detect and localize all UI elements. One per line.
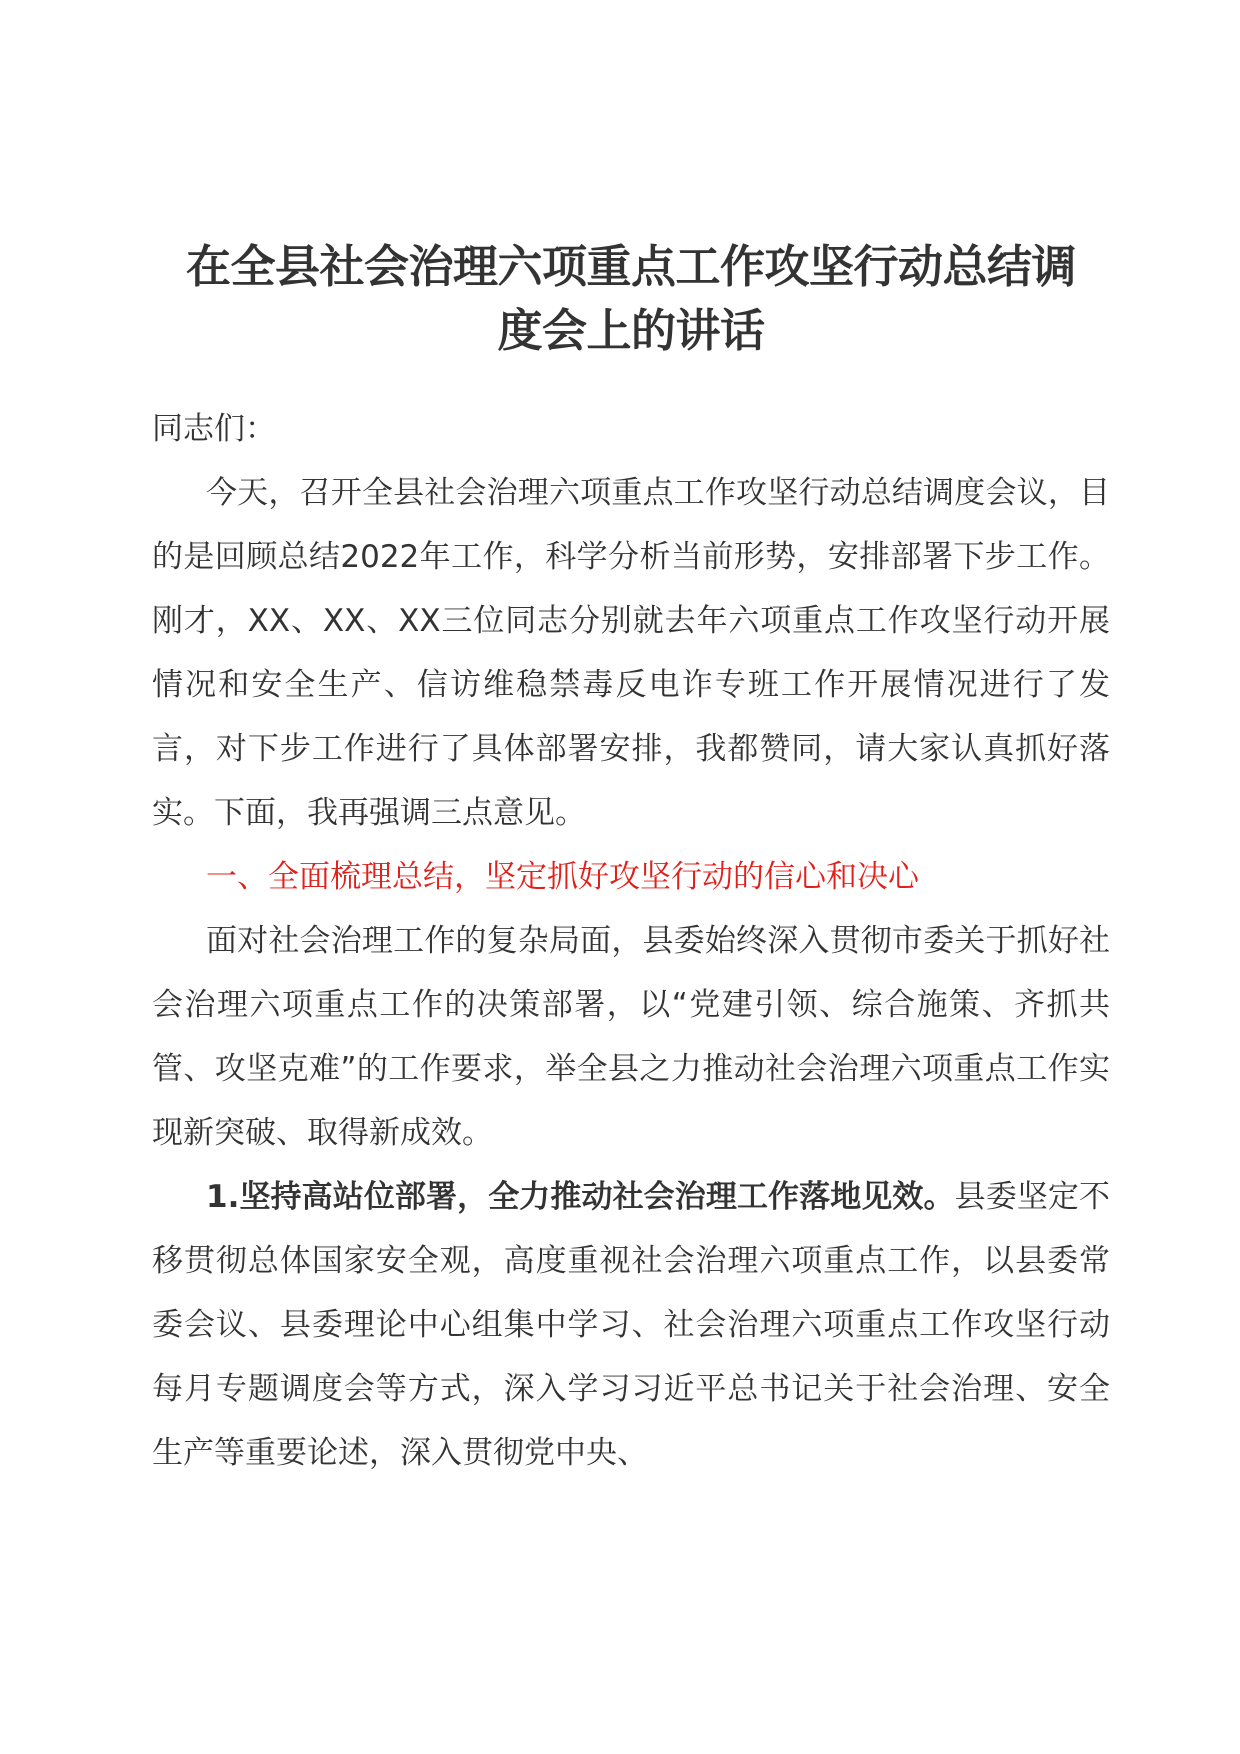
paragraph-section1-intro: 面对社会治理工作的复杂局面，县委始终深入贯彻市委关于抓好社会治理六项重点工作的决策部署，以“党建引领、综合施策、齐抓共管、攻坚克难”的工作要求，举全县之力推动社会治理六项重点工作实现新突破、取得新成效。 <box>152 923 1110 1151</box>
item-1-body: 县委坚定不移贯彻总体国家安全观，高度重视社会治理六项重点工作，以县委常委会议、县委理论中心组集中学习、社会治理六项重点工作攻坚行动每月专题调度会等方式，深入学习习近平总书记关于社会治理、安全生产等重要论述，深入贯彻党中央、 <box>152 1179 1111 1471</box>
document-title <box>152 235 1110 363</box>
greeting: 同志们： <box>152 411 276 447</box>
title-line-2: 度会上的讲话 <box>497 304 765 357</box>
title-line-1: 在全县社会治理六项重点工作攻坚行动总结调 <box>185 240 1076 293</box>
paragraph-opening: 今天，召开全县社会治理六项重点工作攻坚行动总结调度会议，目的是回顾总结2022年工作，科学分析当前形势，安排部署下步工作。刚才，XX、XX、XX三位同志分别就去年六项重点工作攻坚行动开展情况和安全生产、信访维稳禁毒反电诈专班工作开展情况进行了发言，对下步工作进行了具体部署安排，我都赞同，请大家认真抓好落实。下面，我再强调三点意见。 <box>152 475 1110 831</box>
section-heading-1: 一、全面梳理总结，坚定抓好攻坚行动的信心和决心 <box>206 859 919 895</box>
item-1-lead: 1.坚持高站位部署，全力推动社会治理工作落地见效。 <box>206 1179 955 1215</box>
document-page <box>152 235 1110 1485</box>
paragraph-item-1 <box>152 1165 1110 1485</box>
